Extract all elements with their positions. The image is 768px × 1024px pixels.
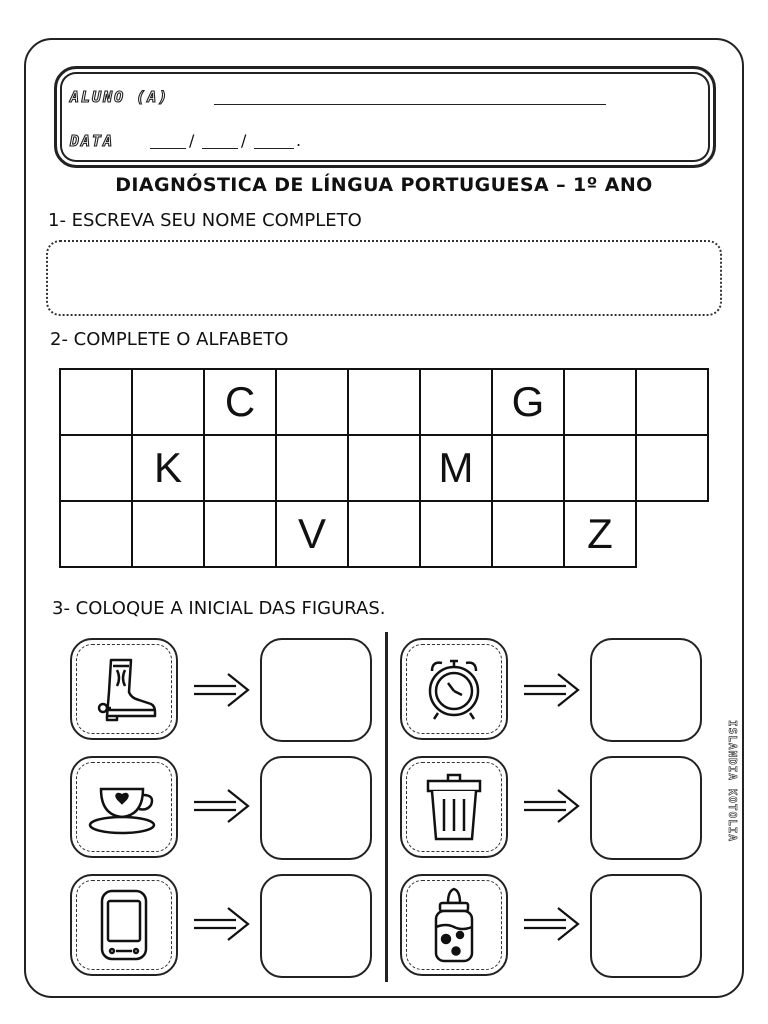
question-2-text: 2- COMPLETE O ALFABETO xyxy=(50,329,289,350)
alphabet-empty-cell[interactable] xyxy=(564,435,636,501)
alphabet-row xyxy=(60,369,708,435)
alphabet-given-letter: Z xyxy=(564,501,636,567)
student-header xyxy=(54,66,716,168)
figure-card xyxy=(70,756,178,858)
alphabet-empty-cell[interactable] xyxy=(564,369,636,435)
alphabet-empty-cell[interactable] xyxy=(636,369,708,435)
date-separator: / xyxy=(241,131,247,150)
arrow-right-icon xyxy=(192,786,254,826)
trash-can-icon xyxy=(422,771,486,843)
date-label: DATA xyxy=(70,132,115,150)
arrow-right-icon xyxy=(192,670,254,710)
alphabet-empty-cell[interactable] xyxy=(636,435,708,501)
alphabet-void-cell xyxy=(636,501,708,567)
date-end-dot: . xyxy=(296,131,302,150)
alphabet-empty-cell[interactable] xyxy=(132,369,204,435)
figure-card xyxy=(70,638,178,740)
alphabet-row xyxy=(60,435,708,501)
alphabet-empty-cell[interactable] xyxy=(276,369,348,435)
alphabet-empty-cell[interactable] xyxy=(492,501,564,567)
date-month-line[interactable] xyxy=(202,148,238,149)
arrow-right-icon xyxy=(522,786,584,826)
alphabet-empty-cell[interactable] xyxy=(492,435,564,501)
figure-card xyxy=(400,756,508,858)
full-name-box[interactable] xyxy=(46,240,722,316)
date-day-line[interactable] xyxy=(150,148,186,149)
initial-answer-box[interactable] xyxy=(590,874,702,978)
boot-icon xyxy=(87,652,161,726)
initial-answer-box[interactable] xyxy=(590,756,702,860)
alphabet-empty-cell[interactable] xyxy=(204,501,276,567)
question-1-text: 1- ESCREVA SEU NOME COMPLETO xyxy=(48,210,362,231)
figure-card xyxy=(400,874,508,976)
arrow-right-icon xyxy=(522,904,584,944)
alphabet-empty-cell[interactable] xyxy=(60,369,132,435)
alphabet-given-letter: M xyxy=(420,435,492,501)
alphabet-given-letter: G xyxy=(492,369,564,435)
alarm-clock-icon xyxy=(418,653,490,725)
alphabet-empty-cell[interactable] xyxy=(420,501,492,567)
initial-answer-box[interactable] xyxy=(590,638,702,742)
initial-answer-box[interactable] xyxy=(260,638,372,742)
alphabet-empty-cell[interactable] xyxy=(60,435,132,501)
column-divider xyxy=(385,632,388,982)
cellphone-icon xyxy=(96,887,152,963)
alphabet-given-letter: V xyxy=(276,501,348,567)
alphabet-empty-cell[interactable] xyxy=(420,369,492,435)
initial-answer-box[interactable] xyxy=(260,756,372,860)
alphabet-empty-cell[interactable] xyxy=(60,501,132,567)
page-title: DIAGNÓSTICA DE LÍNGUA PORTUGUESA – 1º ANO xyxy=(115,174,653,196)
date-separator: / xyxy=(189,131,195,150)
figure-card xyxy=(400,638,508,740)
alphabet-empty-cell[interactable] xyxy=(132,501,204,567)
student-label: ALUNO (A) xyxy=(70,88,170,106)
alphabet-empty-cell[interactable] xyxy=(276,435,348,501)
figure-card xyxy=(70,874,178,976)
question-3-text: 3- COLOQUE A INICIAL DAS FIGURAS. xyxy=(52,598,386,619)
alphabet-empty-cell[interactable] xyxy=(348,369,420,435)
alphabet-given-letter: K xyxy=(132,435,204,501)
baby-bottle-icon xyxy=(426,885,482,965)
author-credit: ISLANDIA KOTOLIA xyxy=(726,720,739,842)
teacup-icon xyxy=(85,775,163,839)
arrow-right-icon xyxy=(522,670,584,710)
student-name-line[interactable] xyxy=(214,104,606,105)
alphabet-empty-cell[interactable] xyxy=(348,435,420,501)
initial-answer-box[interactable] xyxy=(260,874,372,978)
alphabet-empty-cell[interactable] xyxy=(204,435,276,501)
alphabet-row xyxy=(60,501,708,567)
alphabet-empty-cell[interactable] xyxy=(348,501,420,567)
arrow-right-icon xyxy=(192,904,254,944)
alphabet-grid xyxy=(59,368,709,568)
date-year-line[interactable] xyxy=(254,148,294,149)
alphabet-given-letter: C xyxy=(204,369,276,435)
